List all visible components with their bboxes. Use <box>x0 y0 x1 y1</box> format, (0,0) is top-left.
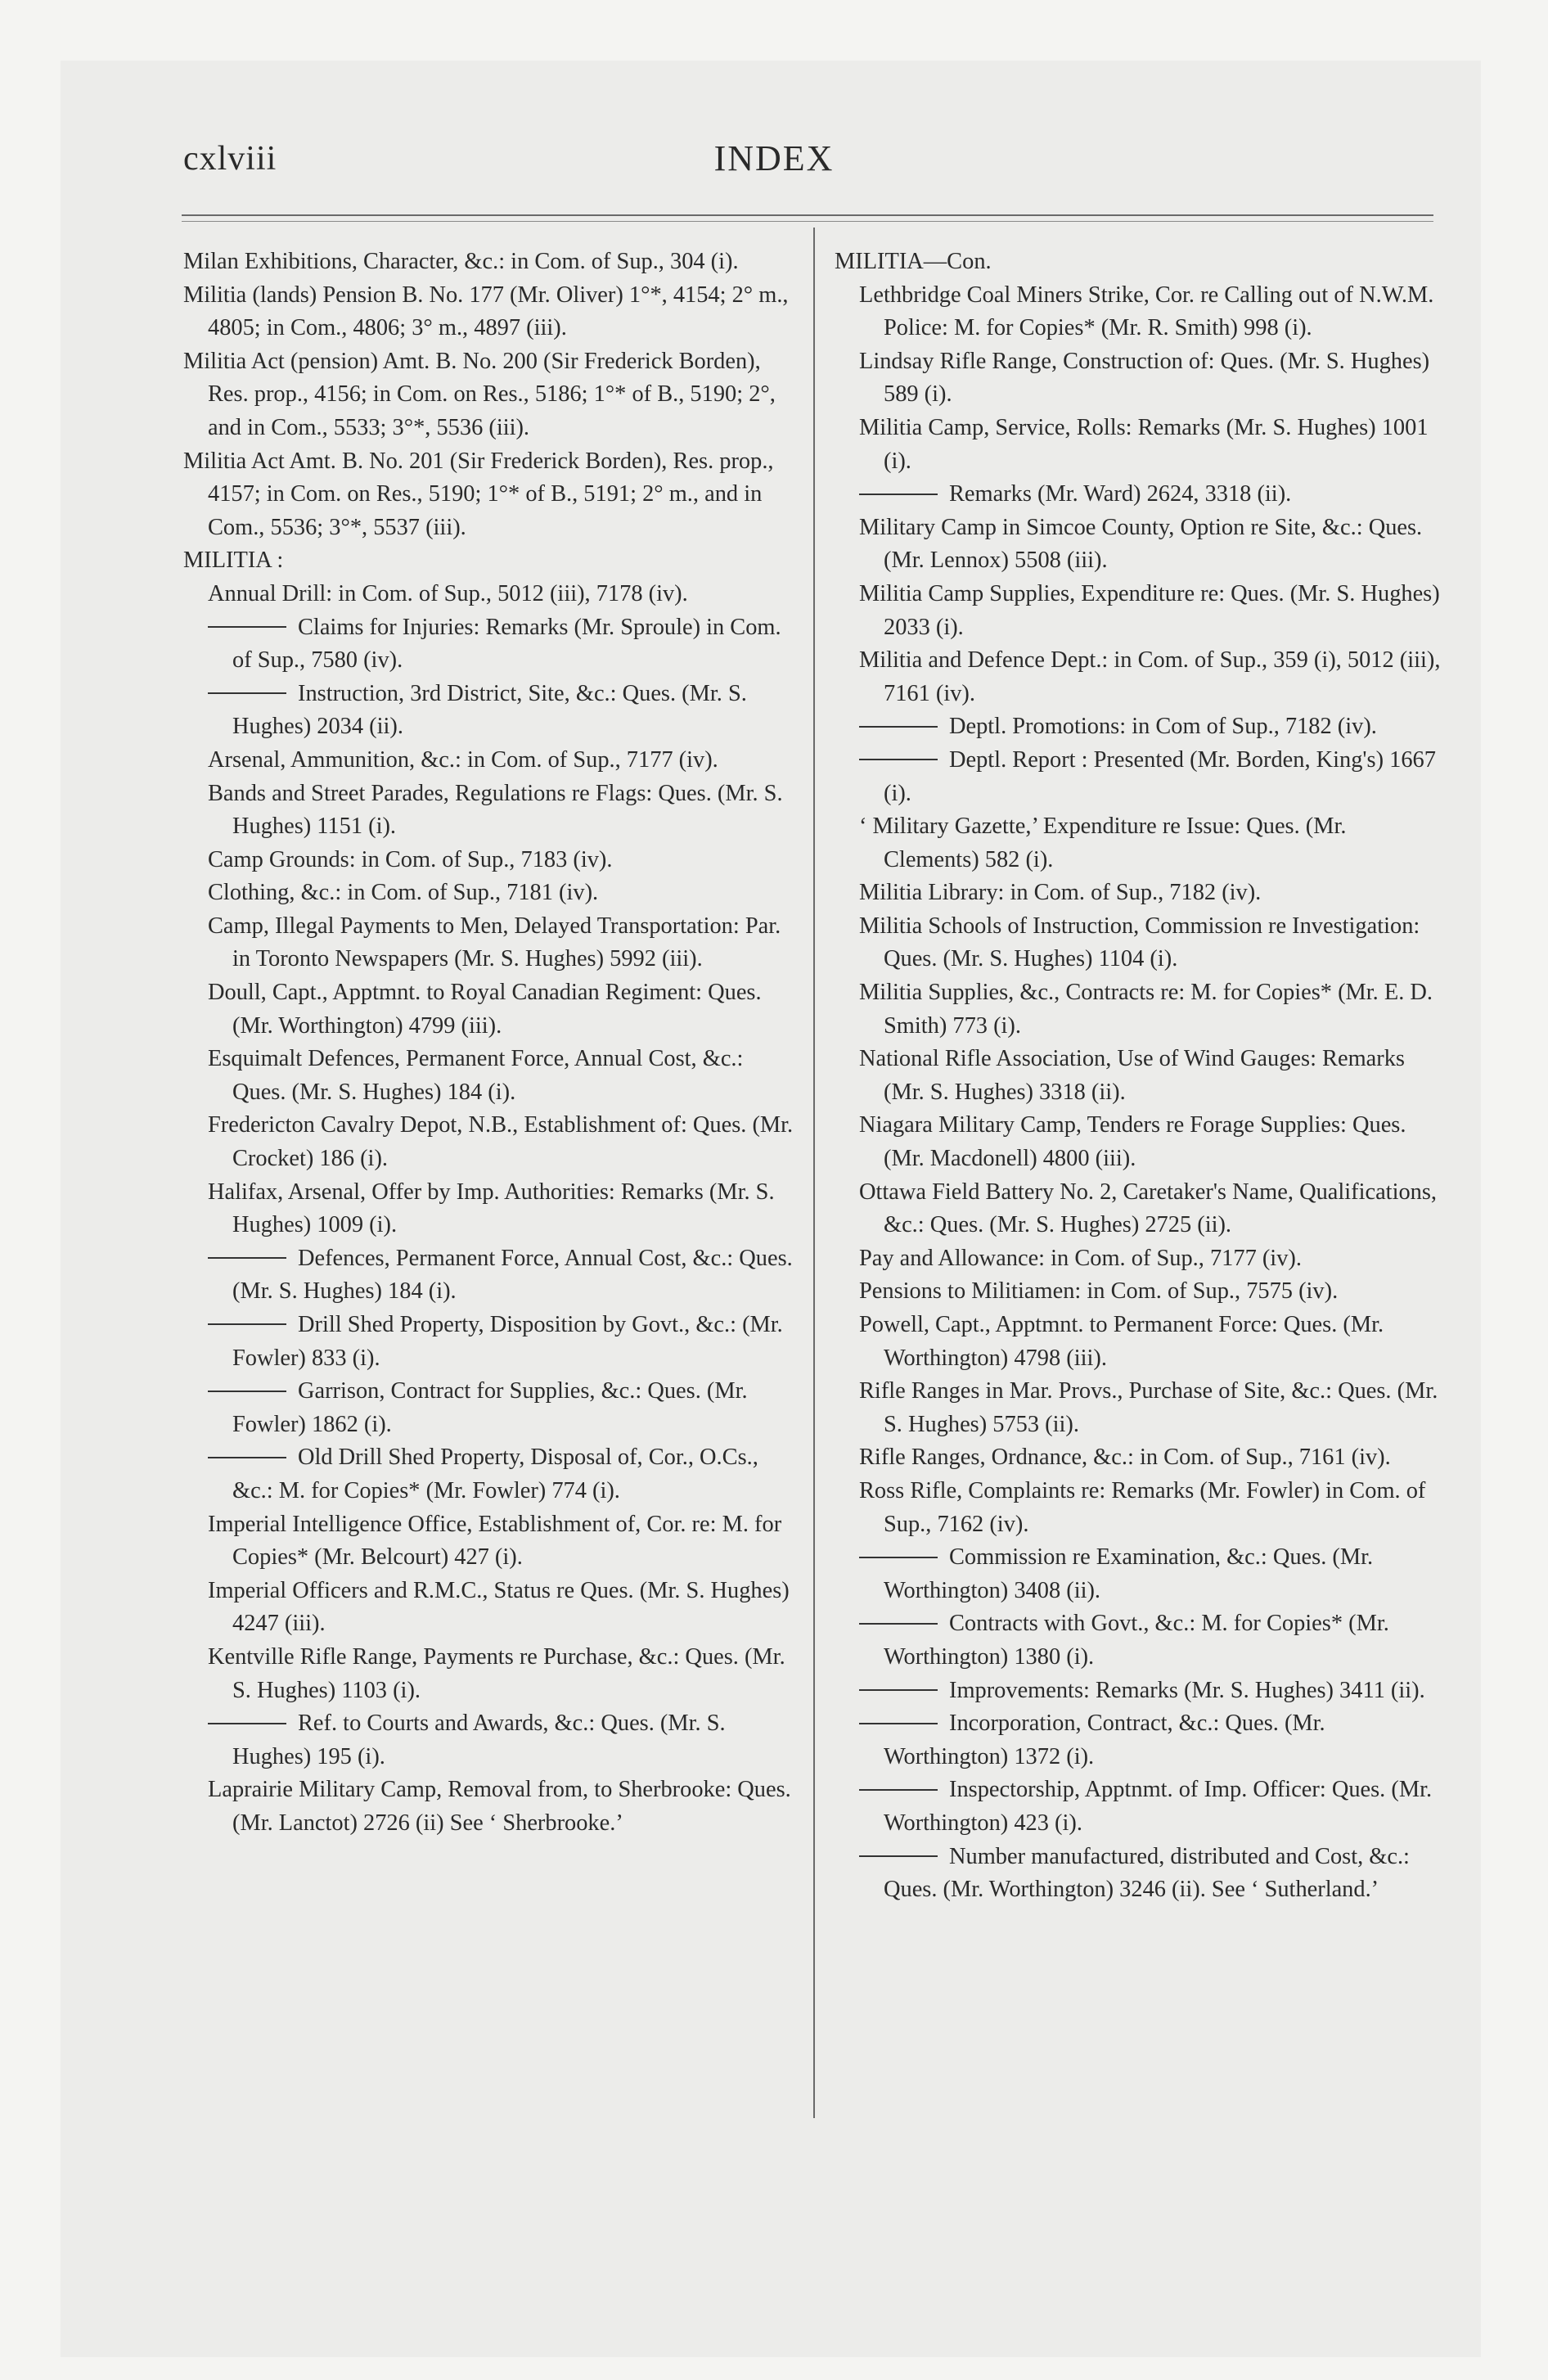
entry-text: Ref. to Courts and Awards, &c.: Ques. (Mr. S. Hughes) 195 (i). <box>232 1711 726 1769</box>
entry-text: Rifle Ranges, Ordnance, &c.: in Com. of Sup., 7161 (iv). <box>859 1445 1391 1471</box>
index-entry <box>183 1309 794 1375</box>
index-entry <box>183 611 794 678</box>
index-entry <box>183 1176 794 1242</box>
index-entry <box>835 1375 1445 1441</box>
index-entry <box>835 710 1445 744</box>
entry-text: Esquimalt Defences, Permanent Force, Annual Cost, &c.: Ques. (Mr. S. Hughes) 184 (i). <box>208 1046 744 1105</box>
entry-text: Inspectorship, Apptnmt. of Imp. Officer: Ques. (Mr. Worthington) 423 (i). <box>884 1777 1433 1836</box>
entry-text: Pay and Allowance: in Com. of Sup., 7177 (iv). <box>859 1245 1302 1271</box>
index-entry <box>835 1675 1445 1708</box>
ditto-dash <box>859 759 938 760</box>
index-entry <box>835 1841 1445 1907</box>
entry-text: Doull, Capt., Apptmnt. to Royal Canadian Regiment: Ques. (Mr. Worthington) 4799 (iii). <box>208 980 762 1039</box>
index-entry <box>183 1109 794 1175</box>
index-entry <box>835 1309 1445 1375</box>
index-entry <box>183 1508 794 1575</box>
entry-text: Camp, Illegal Payments to Men, Delayed Transportation: Par. in Toronto Newspapers (Mr. S. Hughes) 5992 (iii). <box>208 913 781 972</box>
index-entry <box>835 345 1445 412</box>
entry-text: Pensions to Militiamen: in Com. of Sup., 7575 (iv). <box>859 1278 1339 1305</box>
index-entry <box>183 844 794 877</box>
index-entry <box>183 1707 794 1774</box>
entry-text: Rifle Ranges in Mar. Provs., Purchase of Site, &c.: Ques. (Mr. S. Hughes) 5753 (ii). <box>859 1378 1438 1437</box>
entry-text: Instruction, 3rd District, Site, &c.: Ques. (Mr. S. Hughes) 2034 (ii). <box>232 680 747 740</box>
entry-text: Old Drill Shed Property, Disposal of, Cor., O.Cs., &c.: M. for Copies* (Mr. Fowler) 774 (i). <box>232 1445 758 1503</box>
index-entry <box>835 877 1445 910</box>
entry-text: Lindsay Rifle Range, Construction of: Ques. (Mr. S. Hughes) 589 (i). <box>859 348 1430 408</box>
header-rule-thin <box>182 221 1433 222</box>
entry-text: Fredericton Cavalry Depot, N.B., Establishment of: Ques. (Mr. Crocket) 186 (i). <box>208 1112 794 1172</box>
index-entry <box>183 910 794 976</box>
entry-text: Military Camp in Simcoe County, Option re Site, &c.: Ques. (Mr. Lennox) 5508 (iii). <box>859 514 1423 574</box>
index-entry <box>835 1707 1445 1774</box>
entry-text: Lethbridge Coal Miners Strike, Cor. re Calling out of N.W.M. Police: M. for Copies* (Mr. R. Smith) 998 (i). <box>859 282 1434 341</box>
entry-text: Claims for Injuries: Remarks (Mr. Sproule) in Com. of Sup., 7580 (iv). <box>232 614 781 674</box>
index-entry <box>835 1043 1445 1109</box>
entry-text: Arsenal, Ammunition, &c.: in Com. of Sup., 7177 (iv). <box>208 746 718 773</box>
ditto-dash <box>859 1623 938 1625</box>
entry-text: Militia and Defence Dept.: in Com. of Sup., 359 (i), 5012 (iii), 7161 (iv). <box>859 647 1441 706</box>
index-entry <box>183 246 794 279</box>
left-column <box>183 246 794 1841</box>
index-entry <box>183 578 794 611</box>
entry-text: Imperial Intelligence Office, Establishment of, Cor. re: M. for Copies* (Mr. Belcourt) 427 (i). <box>208 1511 782 1571</box>
index-entry <box>835 1607 1445 1674</box>
entry-text: Laprairie Military Camp, Removal from, to Sherbrooke: Ques. (Mr. Lanctot) 2726 (ii) See ‘ Sherbrooke.’ <box>208 1777 791 1836</box>
entry-text: Defences, Permanent Force, Annual Cost, &c.: Ques. (Mr. S. Hughes) 184 (i). <box>232 1245 793 1305</box>
index-entry <box>183 279 794 345</box>
index-entry <box>183 1242 794 1309</box>
index-entry <box>835 644 1445 710</box>
entry-text: MILITIA—Con. <box>835 249 992 274</box>
ditto-dash <box>208 1391 286 1392</box>
ditto-dash <box>859 726 938 728</box>
index-entry <box>183 445 794 545</box>
entry-text: Garrison, Contract for Supplies, &c.: Ques. (Mr. Fowler) 1862 (i). <box>232 1378 748 1437</box>
ditto-dash <box>859 1723 938 1724</box>
entry-text: Militia Camp, Service, Rolls: Remarks (Mr. S. Hughes) 1001 (i). <box>859 414 1429 474</box>
ditto-dash <box>208 1723 286 1724</box>
index-entry <box>835 279 1445 345</box>
index-entry <box>835 412 1445 478</box>
entry-text: Bands and Street Parades, Regulations re Flags: Ques. (Mr. S. Hughes) 1151 (i). <box>208 780 783 840</box>
ditto-dash <box>208 1257 286 1259</box>
entry-text: Militia Schools of Instruction, Commission re Investigation: Ques. (Mr. S. Hughes) 1104 (i). <box>859 913 1420 972</box>
entry-text: Militia Act Amt. B. No. 201 (Sir Frederick Borden), Res. prop., 4157; in Com. on Res., 5190; 1°* of B., 5191; 2° m., and in Com., 5536; 3°*, 5537 (iii). <box>183 448 774 540</box>
entry-text: Number manufactured, distributed and Cost, &c.: Ques. (Mr. Worthington) 3246 (ii). See ‘ Sutherland.’ <box>884 1843 1410 1903</box>
entry-text: Annual Drill: in Com. of Sup., 5012 (iii), 7178 (iv). <box>208 580 688 606</box>
index-entry <box>183 744 794 778</box>
entry-text: Powell, Capt., Apptmnt. to Permanent Force: Ques. (Mr. Worthington) 4798 (iii). <box>859 1312 1384 1371</box>
entry-text: Kentville Rifle Range, Payments re Purchase, &c.: Ques. (Mr. S. Hughes) 1103 (i). <box>208 1643 785 1703</box>
entry-text: MILITIA : <box>183 548 284 574</box>
entry-text: Camp Grounds: in Com. of Sup., 7183 (iv). <box>208 846 613 872</box>
index-entry <box>835 1475 1445 1541</box>
right-column <box>835 246 1445 1907</box>
entry-text: Imperial Officers and R.M.C., Status re Ques. (Mr. S. Hughes) 4247 (iii). <box>208 1577 790 1637</box>
entry-text: Halifax, Arsenal, Offer by Imp. Authorities: Remarks (Mr. S. Hughes) 1009 (i). <box>208 1179 775 1238</box>
index-entry <box>835 1109 1445 1175</box>
page-title: INDEX <box>713 138 835 178</box>
index-entry <box>183 778 794 844</box>
index-entry <box>183 976 794 1043</box>
entry-text: Deptl. Promotions: in Com of Sup., 7182 (iv). <box>949 714 1377 740</box>
index-entry <box>835 512 1445 578</box>
index-entry <box>835 478 1445 512</box>
entry-text: Militia Act (pension) Amt. B. No. 200 (Sir Frederick Borden), Res. prop., 4156; in Com. on Res., 5186; 1°* of B., 5190; 2°, and in Com., 5533; 3°*, 5536 (iii). <box>183 348 776 440</box>
entry-text: Militia (lands) Pension B. No. 177 (Mr. Oliver) 1°*, 4154; 2° m., 4805; in Com., 4806; 3° m., 4897 (iii). <box>183 282 789 341</box>
entry-text: Militia Library: in Com. of Sup., 7182 (iv). <box>859 880 1262 906</box>
entry-text: Commission re Examination, &c.: Ques. (Mr. Worthington) 3408 (ii). <box>884 1544 1374 1603</box>
index-heading <box>835 246 1445 279</box>
ditto-dash <box>859 1855 938 1857</box>
entry-text: Ross Rifle, Complaints re: Remarks (Mr. Fowler) in Com. of Sup., 7162 (iv). <box>859 1477 1426 1537</box>
index-entry <box>835 1541 1445 1607</box>
index-entry <box>835 910 1445 976</box>
entry-text: Militia Supplies, &c., Contracts re: M. for Copies* (Mr. E. D. Smith) 773 (i). <box>859 980 1433 1039</box>
ditto-dash <box>208 1457 286 1458</box>
entry-text: Ottawa Field Battery No. 2, Caretaker's Name, Qualifications, &c.: Ques. (Mr. S. Hughes) 2725 (ii). <box>859 1179 1437 1238</box>
ditto-dash <box>859 494 938 495</box>
index-entry <box>183 1375 794 1441</box>
index-entry <box>183 877 794 910</box>
entry-text: Contracts with Govt., &c.: M. for Copies* (Mr. Worthington) 1380 (i). <box>884 1611 1389 1670</box>
entry-text: Clothing, &c.: in Com. of Sup., 7181 (iv). <box>208 880 599 906</box>
entry-text: Milan Exhibitions, Character, &c.: in Com. of Sup., 304 (i). <box>183 249 739 274</box>
index-entry <box>183 1441 794 1508</box>
index-entry <box>183 678 794 744</box>
ditto-dash <box>208 1323 286 1325</box>
ditto-dash <box>859 1557 938 1558</box>
index-entry <box>835 1176 1445 1242</box>
index-entry <box>835 810 1445 877</box>
index-entry <box>835 1441 1445 1475</box>
entry-text: Improvements: Remarks (Mr. S. Hughes) 3411 (ii). <box>949 1677 1425 1703</box>
ditto-dash <box>208 692 286 694</box>
index-entry <box>835 744 1445 810</box>
index-entry <box>183 345 794 445</box>
header-rule <box>182 214 1433 216</box>
index-entry <box>183 1641 794 1707</box>
ditto-dash <box>859 1789 938 1791</box>
entry-text: National Rifle Association, Use of Wind Gauges: Remarks (Mr. S. Hughes) 3318 (ii). <box>859 1046 1405 1105</box>
index-heading <box>183 544 794 578</box>
ditto-dash <box>859 1689 938 1691</box>
entry-text: Niagara Military Camp, Tenders re Forage Supplies: Ques. (Mr. Macdonell) 4800 (iii). <box>859 1112 1406 1172</box>
index-entry <box>183 1575 794 1641</box>
index-entry <box>183 1774 794 1840</box>
index-entry <box>835 1774 1445 1840</box>
entry-text: Drill Shed Property, Disposition by Govt., &c.: (Mr. Fowler) 833 (i). <box>232 1312 783 1371</box>
page-number: cxlviii <box>183 140 277 178</box>
index-entry <box>835 1242 1445 1276</box>
ditto-dash <box>208 626 286 628</box>
column-divider <box>813 228 815 2118</box>
index-entry <box>835 1275 1445 1309</box>
entry-text: Militia Camp Supplies, Expenditure re: Ques. (Mr. S. Hughes) 2033 (i). <box>859 580 1440 640</box>
entry-text: Deptl. Report : Presented (Mr. Borden, King's) 1667 (i). <box>884 746 1436 806</box>
entry-text: Incorporation, Contract, &c.: Ques. (Mr. Worthington) 1372 (i). <box>884 1711 1325 1769</box>
entry-text: ‘ Military Gazette,’ Expenditure re Issue: Ques. (Mr. Clements) 582 (i). <box>859 814 1347 872</box>
index-entry <box>183 1043 794 1109</box>
index-entry <box>835 578 1445 644</box>
index-entry <box>835 976 1445 1043</box>
entry-text: Remarks (Mr. Ward) 2624, 3318 (ii). <box>949 481 1292 507</box>
